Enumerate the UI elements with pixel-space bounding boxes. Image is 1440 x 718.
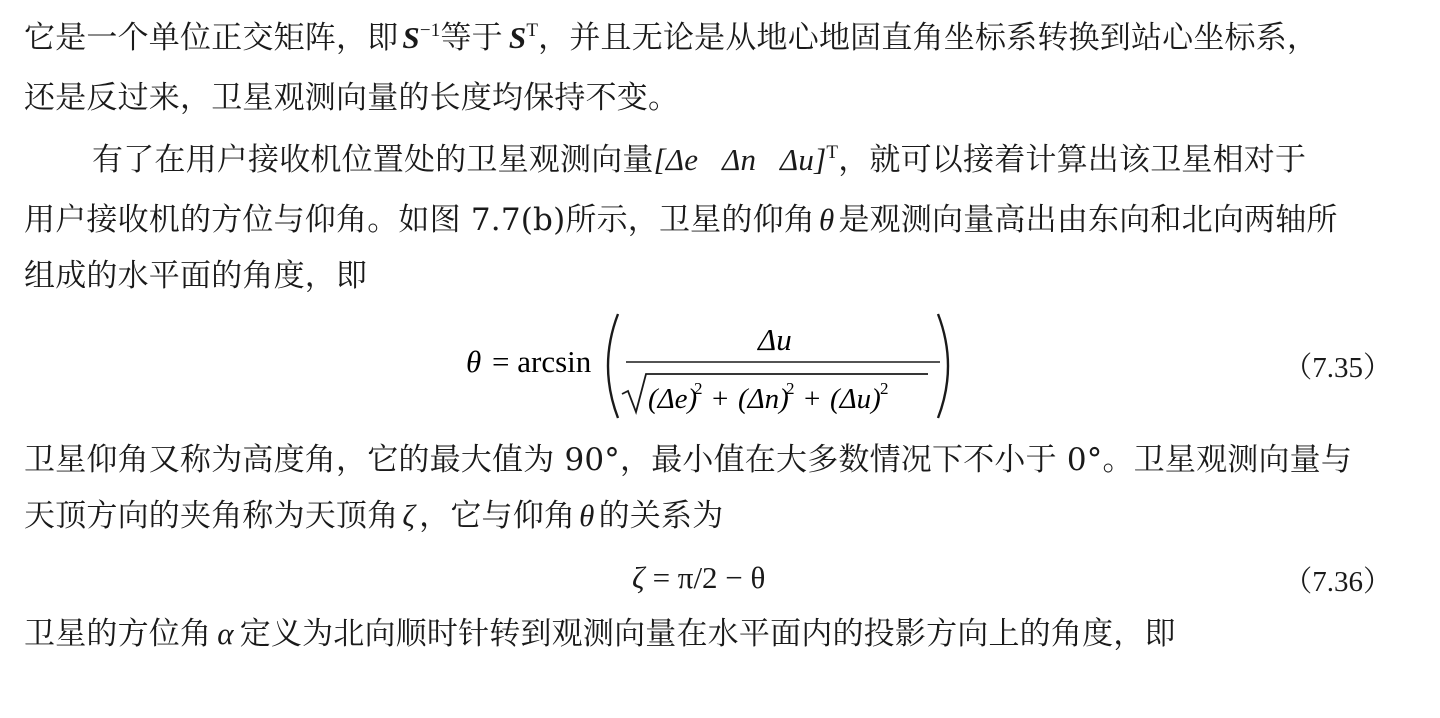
equation-number: （7.35） bbox=[1283, 352, 1392, 384]
transpose-superscript: T bbox=[526, 20, 539, 41]
term-delta-n: (Δn) bbox=[738, 383, 789, 415]
observation-vector: [Δe Δn Δu] bbox=[653, 142, 827, 177]
alpha-symbol: α bbox=[217, 616, 234, 651]
eq-lhs-theta: θ bbox=[466, 344, 482, 379]
term-delta-e: (Δe) bbox=[648, 383, 698, 415]
equation-7-35-graphic bbox=[440, 308, 980, 424]
para2-line2 bbox=[24, 200, 1338, 240]
inverse-superscript: −1 bbox=[419, 20, 441, 41]
plus-sign: + bbox=[712, 383, 729, 415]
para1-line2: 还是反过来，卫星观测向量的长度均保持不变。 bbox=[24, 80, 680, 116]
matrix-S: S bbox=[402, 20, 420, 55]
right-paren bbox=[938, 314, 948, 418]
para2-line1 bbox=[92, 140, 1306, 180]
text-span: ，并且无论是从地心地固直角坐标系转换到站心坐标系， bbox=[538, 20, 1319, 56]
text-span: 是观测向量高出由东向和北向两轴所 bbox=[838, 202, 1338, 238]
para3-line2 bbox=[24, 496, 723, 536]
equation-rhs: = π/2 − θ bbox=[652, 560, 766, 595]
theta-symbol: θ bbox=[819, 202, 835, 237]
text-span: 等于 bbox=[440, 20, 503, 56]
text-span: 它是一个单位正交矩阵，即 bbox=[24, 20, 399, 56]
eq-arcsin: = arcsin bbox=[492, 344, 592, 379]
text-span: 的关系为 bbox=[598, 498, 724, 534]
para1-line1 bbox=[24, 18, 1318, 58]
matrix-S: S bbox=[508, 20, 527, 55]
numerator-delta-u: Δu bbox=[758, 322, 792, 357]
text-span: 定义为北向顺时针转到观测向量在水平面内的投影方向上的角度，即 bbox=[239, 616, 1176, 652]
para3-line1: 卫星仰角又称为高度角，它的最大值为 90°，最小值在大多数情况下不小于 0°。卫星观测向量与 bbox=[24, 442, 1353, 478]
left-paren bbox=[608, 314, 618, 418]
transpose-superscript: T bbox=[826, 142, 839, 163]
text-span: ，它与仰角 bbox=[419, 498, 576, 534]
theta-symbol: θ bbox=[579, 498, 595, 533]
text-span: 天顶方向的夹角称为天顶角 bbox=[24, 498, 399, 534]
para2-line3: 组成的水平面的角度，即 bbox=[24, 258, 368, 294]
equation-number: （7.36） bbox=[1283, 566, 1392, 598]
square-exp: 2 bbox=[694, 379, 703, 398]
square-exp: 2 bbox=[880, 379, 889, 398]
zeta-symbol: ζ bbox=[402, 498, 416, 533]
equation-7-36-expr bbox=[632, 558, 765, 598]
square-exp: 2 bbox=[786, 379, 795, 398]
para4-line1 bbox=[24, 614, 1176, 654]
text-span: 卫星的方位角 bbox=[24, 616, 212, 652]
term-delta-u: (Δu) bbox=[830, 383, 881, 415]
text-span: 有了在用户接收机位置处的卫星观测向量 bbox=[92, 142, 654, 178]
zeta-symbol: ζ bbox=[632, 560, 645, 595]
text-span: ，就可以接着计算出该卫星相对于 bbox=[838, 142, 1307, 178]
plus-sign: + bbox=[804, 383, 821, 415]
text-span: 用户接收机的方位与仰角。如图 7.7(b)所示，卫星的仰角 bbox=[24, 202, 815, 238]
